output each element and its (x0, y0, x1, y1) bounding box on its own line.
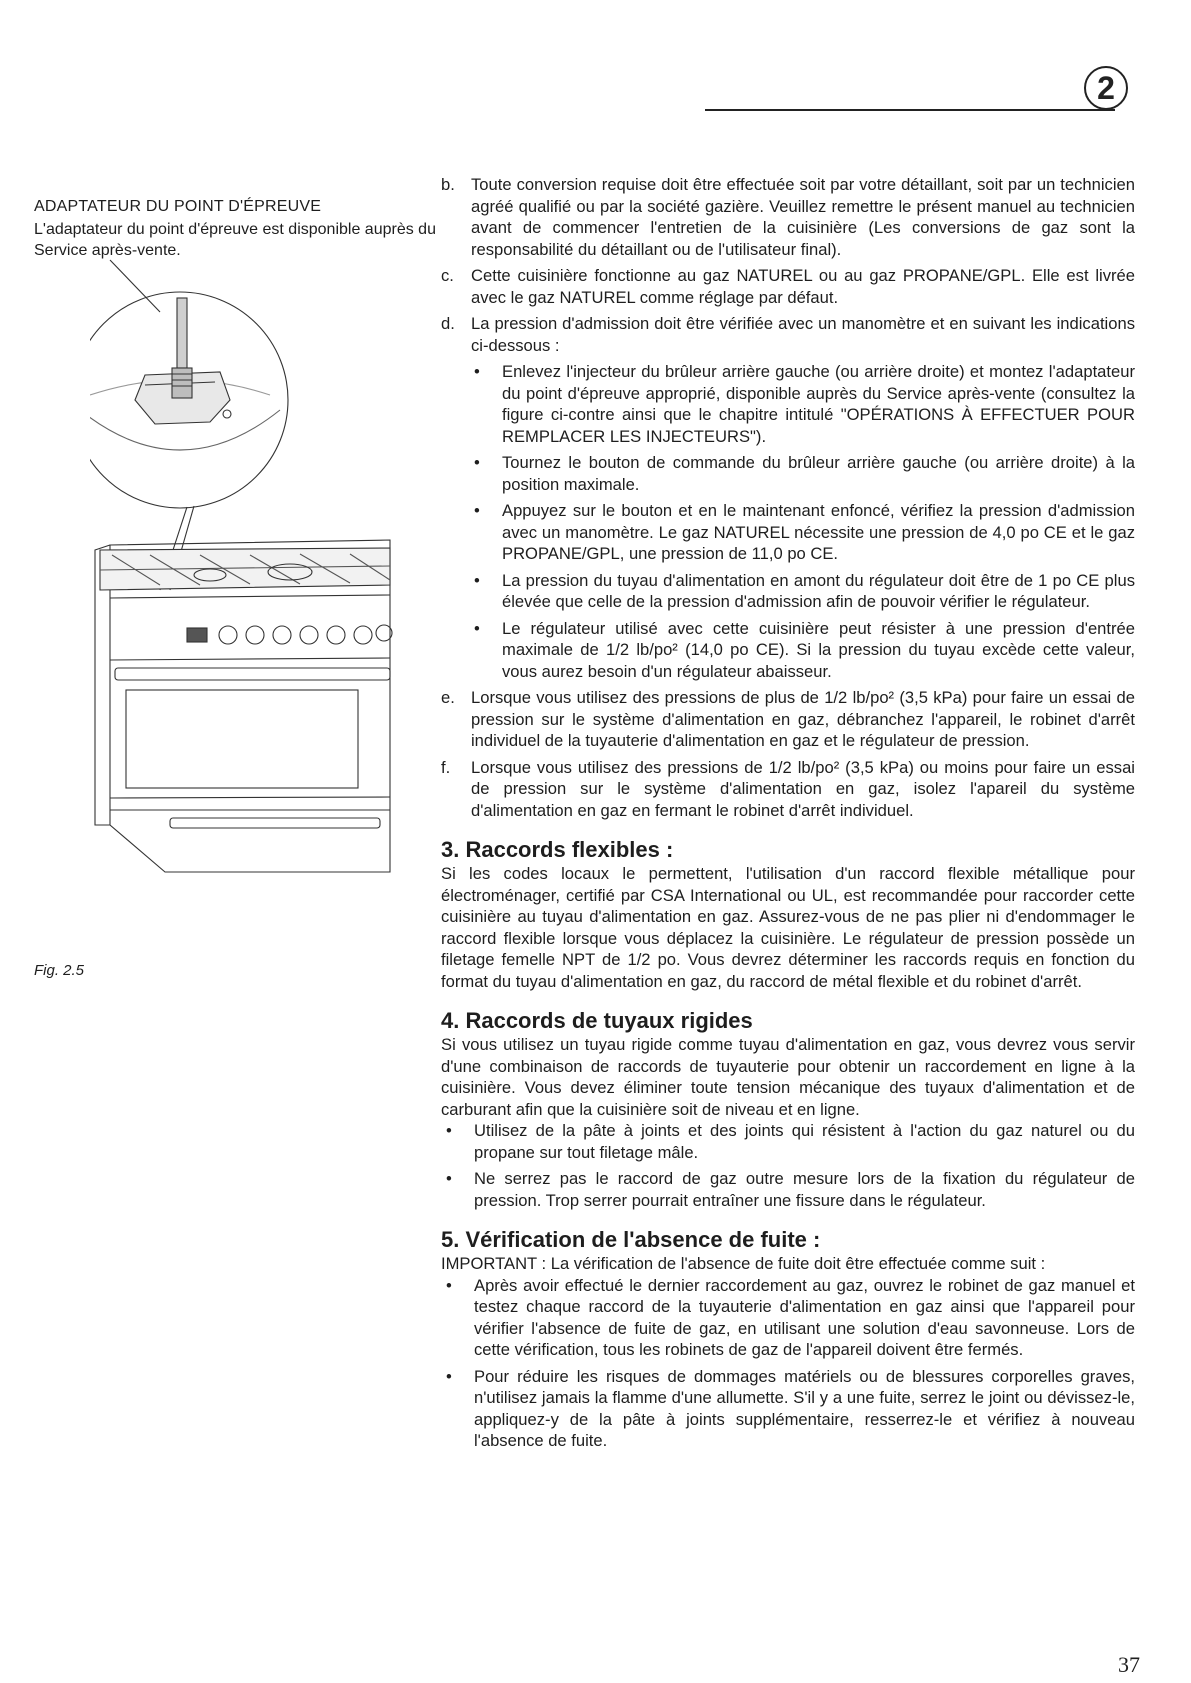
section-heading: 3. Raccords flexibles : (441, 837, 674, 862)
list-text: Lorsque vous utilisez des pressions de 1/2 lb/po² (3,5 kPa) ou moins pour faire un essai de pression sur le système d'alimentation en gaz, isolez l'apareil du système d'alimentation en gaz en fermant le robinet d'arrêt individuel. (471, 757, 1135, 820)
section-rigid-pipe-connectors (441, 1008, 1135, 1211)
bullet-item: • Appuyez sur le bouton et en le maintenant enfoncé, vérifiez la pression d'admission avec un manomètre. Le gaz NATUREL nécessite une pression de 4,0 po CE et le gaz PROPANE/GPL, une pression de 11,0 po CE. (474, 501, 1135, 563)
bullet-item: • Pour réduire les risques de dommages matériels ou de blessures corporelles graves, n'utilisez jamais la flamme d'une allumette. S'il y a une fuite, serrez le joint ou dévissez-le, appliquez-y de la pâte à joints supplémentaire, resserrez-le et vérifiez à nouveau l'absence de fuite. (446, 1366, 1135, 1450)
list-label: b. (441, 175, 455, 194)
list-text: Toute conversion requise doit être effectuée soit par votre détaillant, soit par un technicien agréé qualifié ou par la société gazière. Veuillez remettre le présent manuel au technicien avant de commencer l'entretien de la cuisinière (Les conversions de gaz sont la responsabilité du détaillant ou de l'utilisateur final). (471, 175, 1135, 259)
bullet-item: • Enlevez l'injecteur du brûleur arrière gauche (ou arrière droite) et montez l'adaptateur du point d'épreuve approprié, disponible auprès du Service après-vente (consultez la figure ci-contre ainsi que le chapitre intitulé "OPÉRATIONS À EFFECTUER POUR REMPLACER LES INJECTEURS"). (474, 362, 1135, 446)
clock-display (187, 628, 207, 642)
list-label: e. (441, 688, 455, 707)
bullet-item: • Utilisez de la pâte à joints et des joints qui résistent à l'action du gaz naturel ou du propane sur tout filetage mâle. (446, 1121, 1135, 1162)
bullet-item: • La pression du tuyau d'alimentation en amont du régulateur doit être de 1 po CE plus élevée que celle de la pression d'admission afin de pouvoir vérifier le régulateur. (474, 570, 1135, 611)
figure-caption: Fig. 2.5 (34, 962, 85, 979)
section-paragraph: IMPORTANT : La vérification de l'absence de fuite doit être effectuée comme suit : (441, 1254, 1046, 1273)
list-label: c. (441, 266, 454, 285)
list-text: Lorsque vous utilisez des pressions de plus de 1/2 lb/po² (3,5 kPa) pour faire un essai de pression sur le système d'alimentation en gaz, débranchez l'appareil, le robinet d'arrêt individuel de la tuyauterie d'alimentation en gaz et le régulateur de pression. (471, 688, 1135, 750)
adapter-nut (172, 368, 192, 398)
bullet-item: • Après avoir effectué le dernier raccordement au gaz, ouvrez le robinet de gaz manuel et testez chaque raccord de la tuyauterie d'alimentation en gaz ainsi que l'appareil pour vérifier l'absence de fuite de gaz, en utilisant une solution d'eau savonneuse. Lors de cette vérification, tous les robinets de gaz de l'appareil doivent être fermés. (446, 1275, 1135, 1359)
drawer-handle (170, 818, 380, 828)
section-heading: 4. Raccords de tuyaux rigides (441, 1008, 753, 1033)
list-item-d (441, 313, 1135, 356)
list-item-f (441, 757, 1135, 822)
section-flexible-connectors (441, 837, 1135, 992)
section-paragraph: Si les codes locaux le permettent, l'utilisation d'un raccord flexible métallique pour électroménager, certifié par CSA International ou UL, est recommandée pour raccorder cette cuisinière au tuyau d'alimentation en gaz. Assurez-vous de ne pas plier ni d'endommager le raccord flexible lorsque vous déplacez la cuisinière. Le régulateur de pression possède un filetage femelle NPT de 1/2 po. Vous devrez déterminer les raccords requis en fonction du format du tuyau d'alimentation en gaz, du raccord de métal flexible et du robinet d'arrêt. (441, 864, 1135, 991)
list-label: d. (441, 314, 455, 333)
figure-description: L'adaptateur du point d'épreuve est disponible auprès du Service après-vente. (34, 221, 436, 259)
page-number: 37 (1118, 1652, 1140, 1677)
oven-window (126, 690, 358, 788)
list-text: La pression d'admission doit être vérifiée avec un manomètre et en suivant les indications ci-dessous : (471, 314, 1135, 355)
section-heading: 5. Vérification de l'absence de fuite : (441, 1227, 821, 1252)
list-text: Cette cuisinière fonctionne au gaz NATUREL ou au gaz PROPANE/GPL. Elle est livrée avec le gaz NATUREL comme réglage par défaut. (471, 266, 1135, 307)
adapter-stem (177, 298, 187, 368)
list-label: f. (441, 757, 451, 777)
oven-handle (115, 668, 390, 680)
control-knobs (219, 625, 392, 644)
range-test-point-adapter-illustration (90, 250, 430, 950)
section-leak-check (441, 1227, 1135, 1452)
figure-title: ADAPTATEUR DU POINT D'ÉPREUVE (34, 198, 322, 215)
list-item-b (441, 174, 1135, 260)
header-rule (705, 109, 1115, 111)
list-item-e (441, 687, 1135, 752)
list-item-c (441, 265, 1135, 308)
bullet-item: • Le régulateur utilisé avec cette cuisinière peut résister à une pression d'entrée maximale de 1/2 lb/po² (14,0 po CE). Si la pression du tuyau excède cette valeur, vous aurez besoin d'un régulateur abaisseur. (474, 618, 1135, 681)
bullet-item: • Tournez le bouton de commande du brûleur arrière gauche (ou arrière droite) à la position maximale. (474, 453, 1135, 494)
main-column (441, 174, 1135, 1457)
bullet-item: • Ne serrez pas le raccord de gaz outre mesure lors de la fixation du régulateur de pression. Trop serrer pourrait entraîner une fissure dans le régulateur. (446, 1169, 1135, 1210)
section-paragraph: Si vous utilisez un tuyau rigide comme tuyau d'alimentation en gaz, vous devrez vous servir d'une combinaison de raccords de tuyauterie pour obtenir un raccordement en ligne à la cuisinière. Vous devez éliminer toute tension mécanique des tuyaux d'alimentation et de carburant afin que la cuisinière soit de niveau et en ligne. (441, 1035, 1135, 1119)
chapter-number-badge: 2 (1084, 66, 1128, 110)
